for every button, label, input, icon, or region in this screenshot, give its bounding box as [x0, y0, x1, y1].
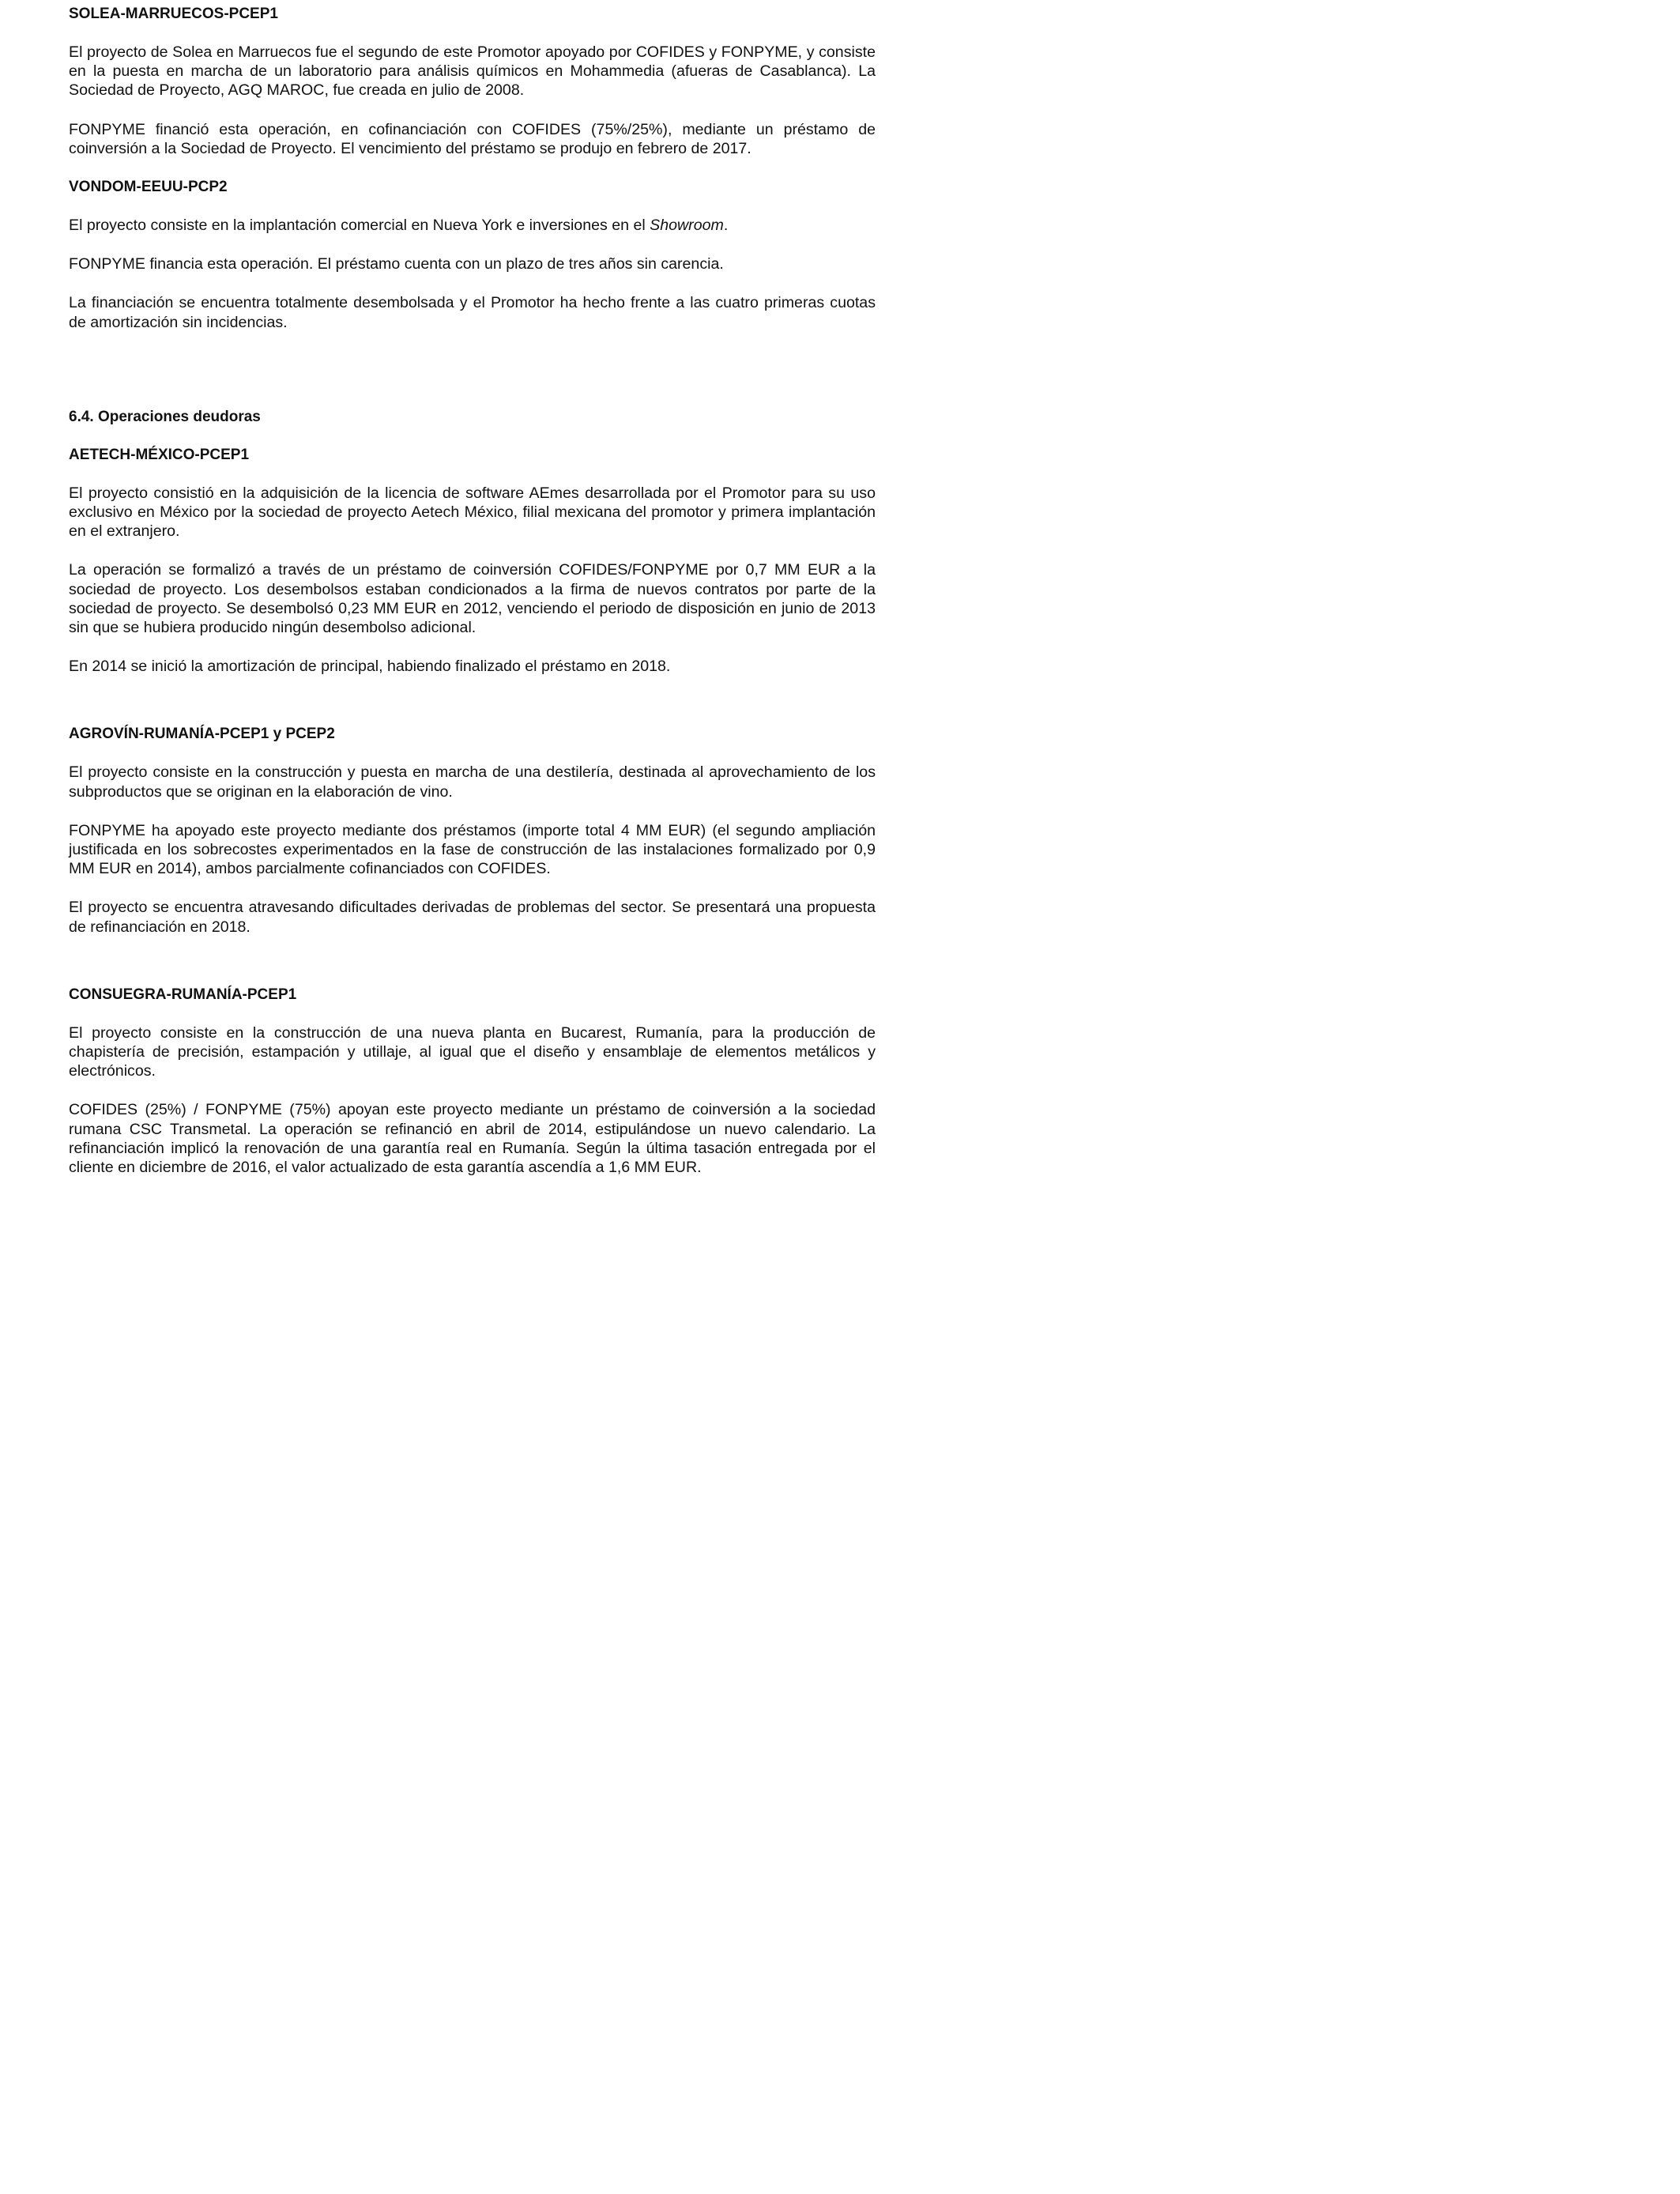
agrovin-paragraph-2: FONPYME ha apoyado este proyecto mediante dos préstamos (importe total 4 MM EUR) (el segundo ampliación justificada en los sobrecostes experimentados en la fase de construcción de las instalaciones formalizado por 0,9 MM EUR en 2014), ambos parcialmente cofinanciados con COFIDES. — [69, 821, 876, 878]
section-heading-operaciones-deudoras: 6.4. Operaciones deudoras — [69, 408, 261, 425]
vondom-p1-text: El proyecto consiste en la implantación comercial en Nueva York e inversiones en el — [69, 217, 650, 235]
solea-paragraph-1: El proyecto de Solea en Marruecos fue el segundo de este Promotor apoyado por COFIDES y FONPYME, y consiste en la puesta en marcha de un laboratorio para análisis químicos en Mohammedia (afueras de Casablanca). La Sociedad de Proyecto, AGQ MAROC, fue creada en julio de 2008. — [69, 43, 876, 100]
aetech-paragraph-2: La operación se formalizó a través de un préstamo de coinversión COFIDES/FONPYME por 0,7 MM EUR a la sociedad de proyecto. Los desembolsos estaban condicionados a la firma de nuevos contratos por parte de la sociedad de proyecto. Se desembolsó 0,23 MM EUR en 2012, venciendo el periodo de disposición en junio de 2013 sin que se hubiera producido ningún desembolso adicional. — [69, 561, 876, 637]
vondom-paragraph-3: La financiación se encuentra totalmente desembolsada y el Promotor ha hecho frente a las cuatro primeras cuotas de amortización sin incidencias. — [69, 294, 876, 331]
consuegra-paragraph-2: COFIDES (25%) / FONPYME (75%) apoyan este proyecto mediante un préstamo de coinversión a la sociedad rumana CSC Transmetal. La operación se refinanció en abril de 2014, estipulándose un nuevo calendario. La refinanciación implicó la renovación de una garantía real en Rumanía. Según la última tasación entregada por el cliente en diciembre de 2016, el valor actualizado de esta garantía ascendía a 1,6 MM EUR. — [69, 1101, 876, 1177]
vondom-paragraph-1 — [69, 216, 876, 235]
section-title-vondom: VONDOM-EEUU-PCP2 — [69, 179, 228, 196]
vondom-paragraph-2: FONPYME financia esta operación. El préstamo cuenta con un plazo de tres años sin carencia. — [69, 255, 724, 273]
vondom-p1-end: . — [723, 217, 729, 235]
document-page — [69, 5, 876, 1177]
agrovin-paragraph-3: El proyecto se encuentra atravesando dificultades derivadas de problemas del sector. Se presentará una propuesta de refinanciación en 2018. — [69, 899, 876, 936]
agrovin-paragraph-1: El proyecto consiste en la construcción y puesta en marcha de una destilería, destinada al aprovechamiento de los subproductos que se originan en la elaboración de vino. — [69, 763, 876, 801]
solea-paragraph-2: FONPYME financió esta operación, en cofinanciación con COFIDES (75%/25%), mediante un préstamo de coinversión a la Sociedad de Proyecto. El vencimiento del préstamo se produjo en febrero de 2017. — [69, 120, 876, 157]
aetech-paragraph-1: El proyecto consistió en la adquisición de la licencia de software AEmes desarrollada por el Promotor para su uso exclusivo en México por la sociedad de proyecto Aetech México, filial mexicana del promotor y primera implantación en el extranjero. — [69, 484, 876, 541]
vondom-p1-italic: Showroom — [650, 217, 724, 235]
section-title-aetech: AETECH-MÉXICO-PCEP1 — [69, 446, 250, 463]
consuegra-paragraph-1: El proyecto consiste en la construcción de una nueva planta en Bucarest, Rumanía, para la producción de chapistería de precisión, estampación y utillaje, al igual que el diseño y ensamblaje de elementos metálicos y electrónicos. — [69, 1023, 876, 1080]
section-title-solea: SOLEA-MARRUECOS-PCEP1 — [69, 6, 278, 22]
aetech-paragraph-3: En 2014 se inició la amortización de principal, habiendo finalizado el préstamo en 2018. — [69, 658, 671, 676]
section-title-agrovin: AGROVÍN-RUMANÍA-PCEP1 y PCEP2 — [69, 726, 335, 743]
section-title-consuegra: CONSUEGRA-RUMANÍA-PCEP1 — [69, 986, 297, 1003]
